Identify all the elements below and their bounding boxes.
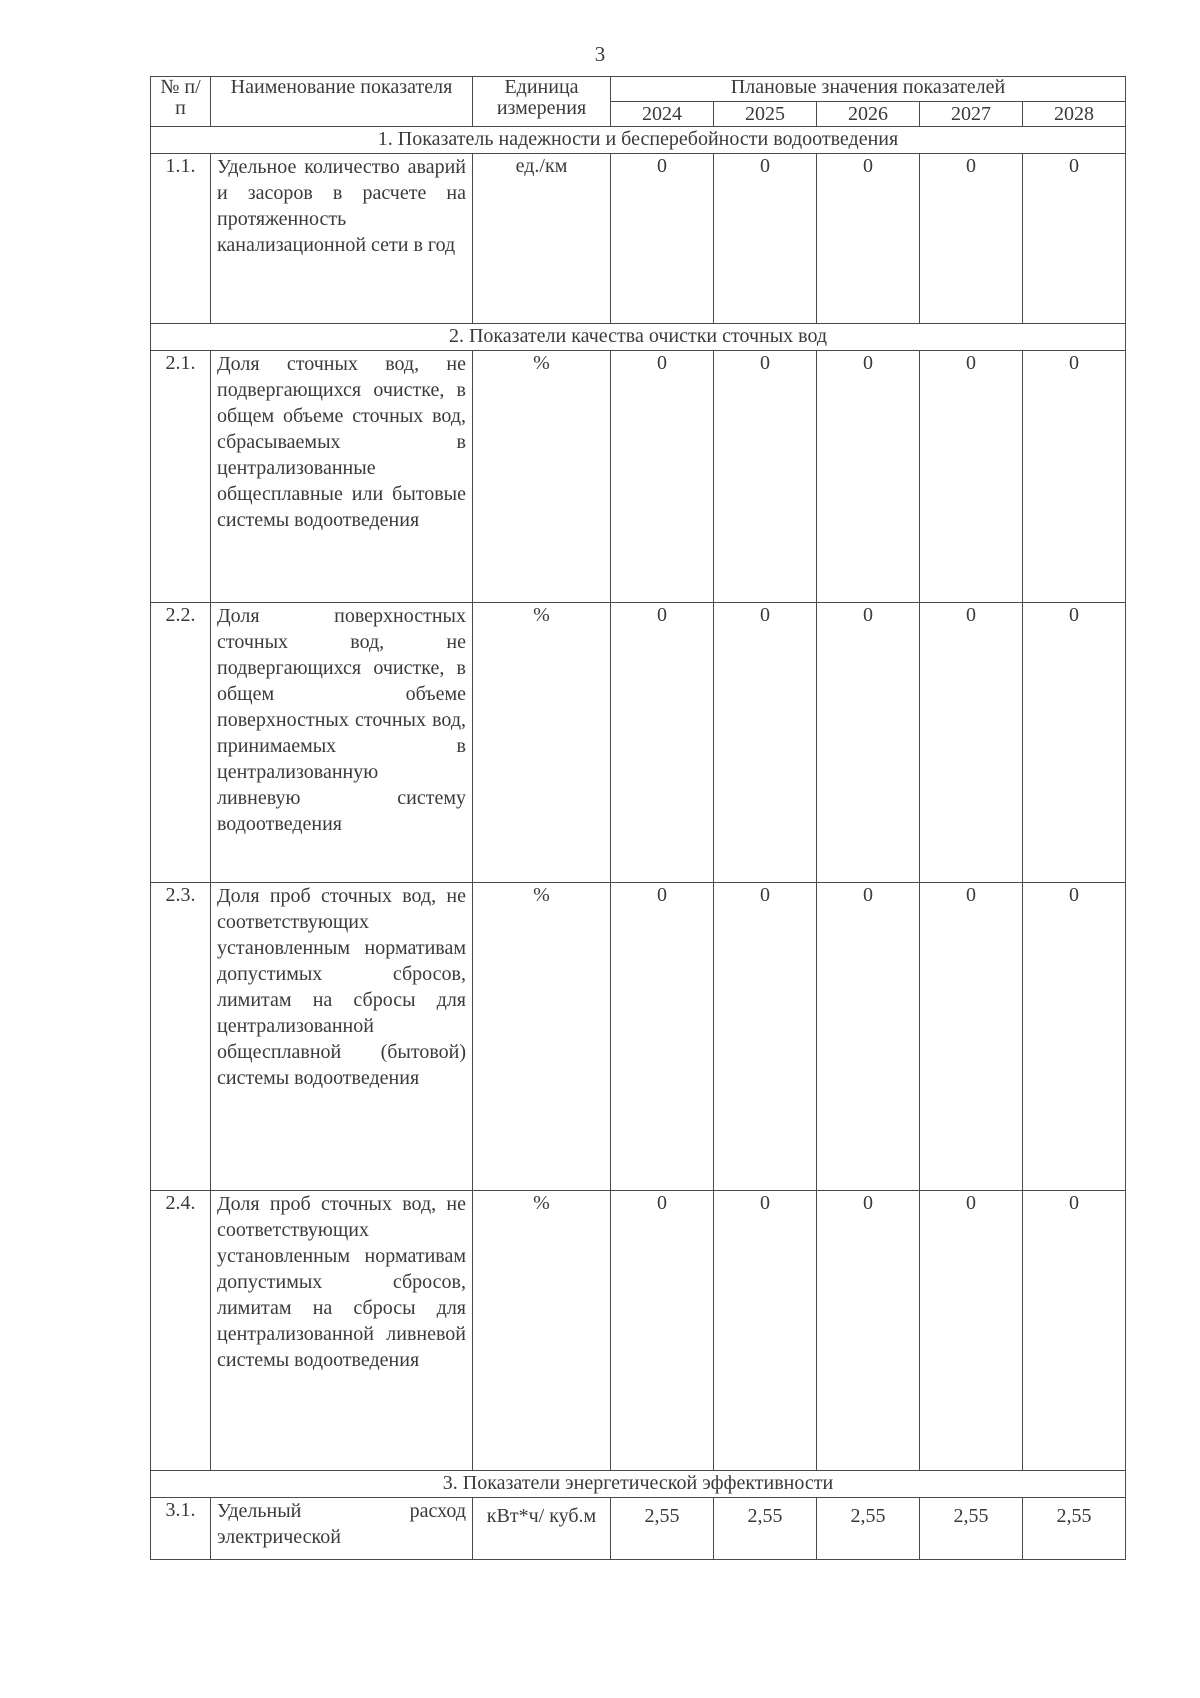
row-value: 0 — [920, 1191, 1023, 1471]
row-name: Доля поверхностных сточных вод, не подвергающихся очистке, в общем объеме поверхностных сточных вод, принимаемых в централизованную ливневую систему водоотведения — [211, 603, 473, 883]
row-unit: кВт*ч/ куб.м — [473, 1498, 611, 1560]
header-num: № п/п — [151, 77, 211, 127]
section-row — [151, 1471, 1126, 1498]
row-value: 2,55 — [920, 1498, 1023, 1560]
row-value: 0 — [817, 883, 920, 1191]
table-row — [151, 1498, 1126, 1560]
row-unit: % — [473, 883, 611, 1191]
row-number: 2.1. — [151, 351, 211, 603]
header-year: 2026 — [817, 102, 920, 127]
row-value: 0 — [1023, 351, 1126, 603]
header-row-top — [151, 77, 1126, 102]
row-value: 0 — [611, 351, 714, 603]
row-unit: % — [473, 1191, 611, 1471]
header-unit: Единица измерения — [473, 77, 611, 127]
row-value: 0 — [920, 154, 1023, 324]
header-year: 2027 — [920, 102, 1023, 127]
row-value: 0 — [714, 154, 817, 324]
row-value: 2,55 — [714, 1498, 817, 1560]
header-year: 2025 — [714, 102, 817, 127]
row-value: 0 — [1023, 883, 1126, 1191]
table-row — [151, 883, 1126, 1191]
row-number: 1.1. — [151, 154, 211, 324]
row-name: Доля проб сточных вод, не соответствующих установленным нормативам допустимых сбросов, лимитам на сбросы для централизованной общесплавной (бытовой) системы водоотведения — [211, 883, 473, 1191]
table-row — [151, 603, 1126, 883]
row-name: Доля сточных вод, не подвергающихся очистке, в общем объеме сточных вод, сбрасываемых в централизованные общесплавные или бытовые системы водоотведения — [211, 351, 473, 603]
row-value: 0 — [714, 351, 817, 603]
row-value: 0 — [817, 1191, 920, 1471]
row-value: 0 — [611, 603, 714, 883]
row-value: 0 — [611, 154, 714, 324]
row-value: 0 — [714, 603, 817, 883]
row-value: 0 — [817, 351, 920, 603]
row-value: 0 — [611, 1191, 714, 1471]
header-year: 2024 — [611, 102, 714, 127]
row-value: 0 — [1023, 154, 1126, 324]
row-value: 0 — [1023, 603, 1126, 883]
table-row — [151, 154, 1126, 324]
row-name: Удельное количество аварий и засоров в расчете на протяженность канализационной сети в год — [211, 154, 473, 324]
row-value: 0 — [714, 883, 817, 1191]
row-value: 0 — [920, 883, 1023, 1191]
row-name: Доля проб сточных вод, не соответствующих установленным нормативам допустимых сбросов, лимитам на сбросы для централизованной ливневой системы водоотведения — [211, 1191, 473, 1471]
row-value: 0 — [920, 603, 1023, 883]
row-value: 2,55 — [1023, 1498, 1126, 1560]
row-number: 2.4. — [151, 1191, 211, 1471]
header-plan-values: Плановые значения показателей — [611, 77, 1126, 102]
row-value: 2,55 — [817, 1498, 920, 1560]
indicators-table — [150, 76, 1126, 1560]
section-title: 1. Показатель надежности и бесперебойности водоотведения — [151, 127, 1126, 154]
header-name: Наименование показателя — [211, 77, 473, 127]
page-number: 3 — [594, 42, 606, 66]
row-number: 2.3. — [151, 883, 211, 1191]
row-value: 0 — [714, 1191, 817, 1471]
row-value: 0 — [611, 883, 714, 1191]
row-value: 2,55 — [611, 1498, 714, 1560]
row-unit: % — [473, 351, 611, 603]
row-number: 2.2. — [151, 603, 211, 883]
row-name: Удельный расход электрической — [211, 1498, 473, 1560]
header-year: 2028 — [1023, 102, 1126, 127]
row-unit: % — [473, 603, 611, 883]
row-value: 0 — [817, 603, 920, 883]
table-row — [151, 351, 1126, 603]
section-row — [151, 324, 1126, 351]
row-number: 3.1. — [151, 1498, 211, 1560]
section-title: 3. Показатели энергетической эффективности — [151, 1471, 1126, 1498]
table-row — [151, 1191, 1126, 1471]
row-unit: ед./км — [473, 154, 611, 324]
row-value: 0 — [817, 154, 920, 324]
row-value: 0 — [920, 351, 1023, 603]
row-value: 0 — [1023, 1191, 1126, 1471]
section-row — [151, 127, 1126, 154]
section-title: 2. Показатели качества очистки сточных вод — [151, 324, 1126, 351]
